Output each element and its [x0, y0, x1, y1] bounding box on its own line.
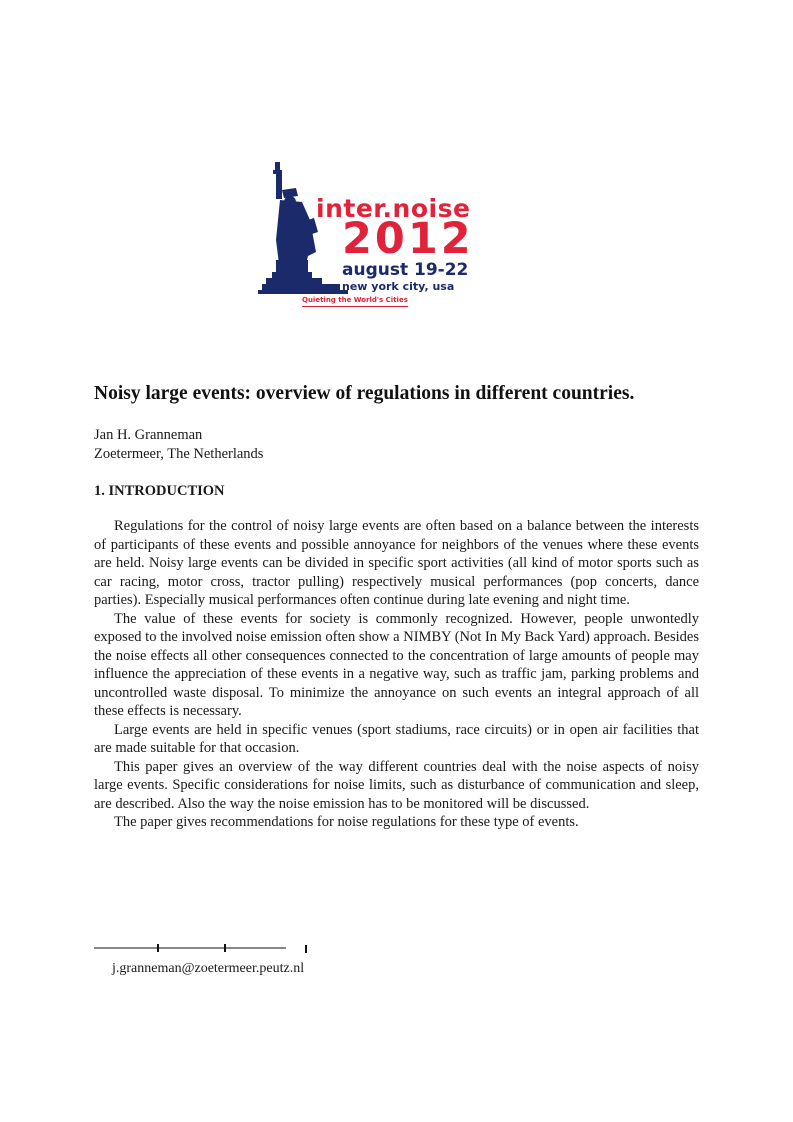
section-heading: 1. INTRODUCTION — [94, 483, 225, 499]
logo-city: new york city, usa — [342, 280, 455, 293]
conference-logo — [258, 160, 488, 315]
paragraph: Large events are held in specific venues (sport stadiums, race circuits) or in open air facilities that are made suitable for that occasion. — [94, 721, 699, 756]
paragraph: Regulations for the control of noisy large events are often based on a balance between the interests of participants of these events and possible annoyance for neighbors of the venues where these events are held. Noisy large events can be divided in specific sport activities (all kind of motor sports such as car racing, motor cross, tractor pulling) respectively musical performances (pop concerts, dance parties). Especially musical performances often continue during late evening and night time. — [94, 518, 699, 608]
logo-year: 2012 — [342, 214, 474, 264]
paragraph: The paper gives recommendations for noise regulations for these type of events. — [114, 814, 579, 830]
logo-title: inter.noise — [316, 194, 471, 223]
paper-title: Noisy large events: overview of regulations in different countries. — [94, 383, 635, 404]
author-affiliation: Zoetermeer, The Netherlands — [94, 446, 264, 462]
footnote-rule — [94, 943, 314, 955]
footnote-email: j.granneman@zoetermeer.peutz.nl — [112, 961, 305, 976]
logo-date: august 19-22 — [342, 260, 469, 280]
author-name: Jan H. Granneman — [94, 427, 203, 443]
author-block — [94, 426, 263, 464]
body-text — [94, 517, 699, 832]
logo-tagline: Quieting the World's Cities — [302, 297, 408, 307]
paragraph: The value of these events for society is commonly recognized. However, people unwontedly exposed to the involved noise emission often show a NIMBY (Not In My Back Yard) approach. Besides the noise effects all other consequences connected to the concentration of large amounts of people may influence the appreciation of these events in a negative way, such as traffic jam, parking problems and uncontrolled waste disposal. To minimize the annoyance on such events an integral approach of all these effects is necessary. — [94, 610, 699, 719]
paragraph: This paper gives an overview of the way different countries deal with the noise aspects of noisy large events. Specific considerations for noise limits, such as disturbance of communication and sleep, are described. Also the way the noise emission has to be monitored will be discussed. — [94, 758, 699, 812]
